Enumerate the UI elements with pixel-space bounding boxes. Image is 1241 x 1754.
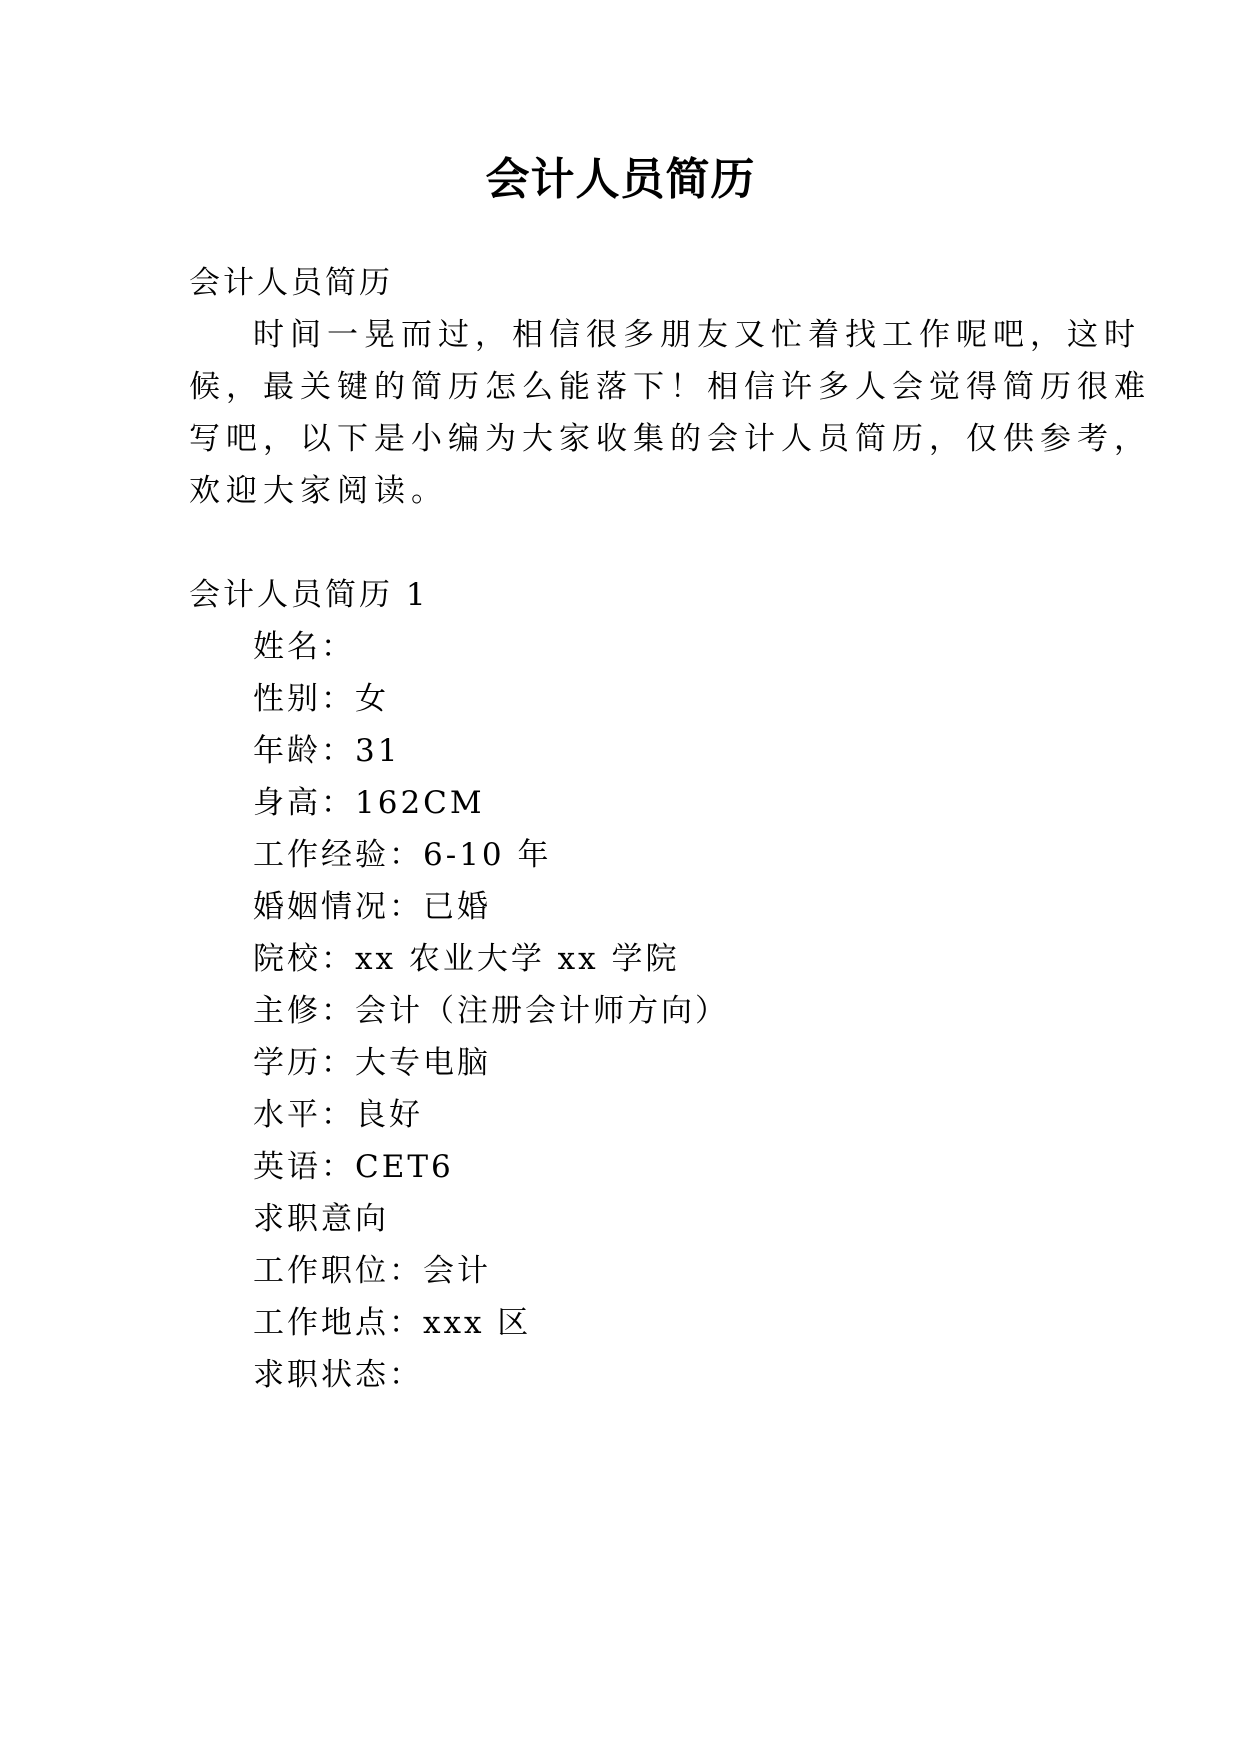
field-label: 工作经验： (253, 837, 423, 873)
field-major (253, 989, 729, 1033)
resume-heading: 会计人员简历 1 (189, 577, 429, 613)
field-label: 工作职位： (253, 1253, 423, 1289)
field-name (253, 625, 355, 669)
field-job-status (253, 1353, 423, 1397)
field-value: xx 农业大学 xx 学院 (355, 941, 680, 977)
field-label: 性别： (253, 681, 355, 717)
field-label: 主修： (253, 993, 355, 1029)
field-school (253, 937, 680, 981)
page-title: 会计人员简历 (485, 154, 756, 205)
field-label: 院校： (253, 941, 355, 977)
field-label: 婚姻情况： (253, 889, 423, 925)
intro-line: 时间一晃而过，相信很多朋友又忙着找工作呢吧，这时 (253, 317, 1141, 353)
field-label: 求职意向 (253, 1201, 389, 1237)
field-label: 求职状态： (253, 1357, 423, 1393)
field-value: 6-10 年 (423, 837, 552, 873)
field-english (253, 1145, 454, 1189)
section-heading: 会计人员简历 (189, 265, 393, 301)
field-label: 学历： (253, 1045, 355, 1081)
field-value: 会计（注册会计师方向） (355, 993, 729, 1029)
field-value: 162CM (355, 785, 485, 821)
field-height (253, 781, 485, 825)
field-value: CET6 (355, 1149, 454, 1185)
field-marital-status (253, 885, 491, 929)
field-value: xxx 区 (423, 1305, 532, 1341)
field-label: 水平： (253, 1097, 355, 1133)
field-label: 姓名： (253, 629, 355, 665)
field-value: 31 (355, 733, 401, 769)
intro-line: 写吧，以下是小编为大家收集的会计人员简历，仅供参考， (189, 421, 1151, 457)
intro-line: 欢迎大家阅读。 (189, 473, 448, 509)
field-education (253, 1041, 491, 1085)
field-value: 大专电脑 (355, 1045, 491, 1081)
field-label: 工作地点： (253, 1305, 423, 1341)
field-level (253, 1093, 423, 1137)
field-job-location (253, 1301, 531, 1345)
field-gender (253, 677, 389, 721)
field-label: 英语： (253, 1149, 355, 1185)
field-job-position (253, 1249, 491, 1293)
field-label: 年龄： (253, 733, 355, 769)
field-value: 女 (355, 681, 389, 717)
field-value: 良好 (355, 1097, 423, 1133)
field-value: 已婚 (423, 889, 491, 925)
intro-line: 候，最关键的简历怎么能落下！相信许多人会觉得简历很难 (189, 369, 1151, 405)
field-age (253, 729, 400, 773)
field-work-experience (253, 833, 552, 877)
field-label: 身高： (253, 785, 355, 821)
field-job-intention (253, 1197, 389, 1241)
field-value: 会计 (423, 1253, 491, 1289)
